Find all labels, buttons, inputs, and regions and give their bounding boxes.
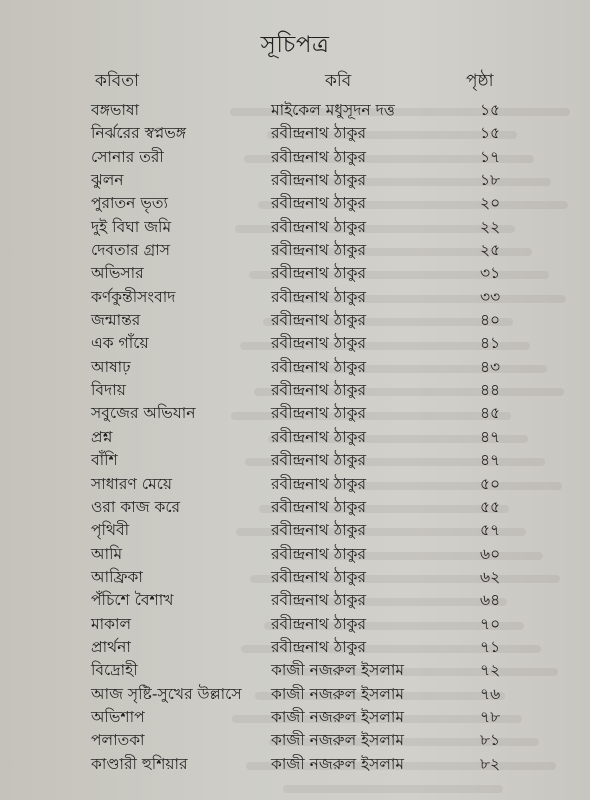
list-item (0, 753, 590, 776)
page-number: ৫০ (480, 474, 501, 493)
poem-title: আফ্রিকা (91, 567, 143, 586)
page-number: ৩১ (480, 264, 501, 283)
poet-name: রবীন্দ্রনাথ ঠাকুর (271, 497, 366, 516)
poet-name: রবীন্দ্রনাথ ঠাকুর (271, 521, 366, 540)
poet-name: রবীন্দ্রনাথ ঠাকুর (271, 544, 366, 563)
poet-name: কাজী নজরুল ইসলাম (271, 731, 405, 750)
poet-name: রবীন্দ্রনাথ ঠাকুর (271, 381, 366, 400)
page-number: ৭৬ (480, 684, 501, 703)
poem-title: আজ সৃষ্টি-সুখের উল্লাসে (91, 684, 242, 703)
poet-name: কাজী নজরুল ইসলাম (271, 707, 405, 726)
poet-name: রবীন্দ্রনাথ ঠাকুর (271, 357, 366, 376)
poet-name: রবীন্দ্রনাথ ঠাকুর (271, 124, 366, 143)
poem-title: দুই বিঘা জমি (91, 217, 172, 236)
list-item (0, 706, 590, 729)
list-item (0, 496, 590, 519)
poet-name: রবীন্দ্রনাথ ঠাকুর (271, 614, 366, 633)
poem-title: আমি (91, 544, 123, 563)
poem-title: পৃথিবী (91, 521, 130, 540)
poet-name: কাজী নজরুল ইসলাম (271, 754, 405, 773)
page-number: ৮২ (480, 754, 501, 773)
list-item (0, 216, 590, 239)
poet-name: রবীন্দ্রনাথ ঠাকুর (271, 567, 366, 586)
poem-title: সাধারণ মেয়ে (91, 474, 172, 493)
page-number: ৪১ (480, 334, 501, 353)
poem-title: কর্ণকুন্তীসংবাদ (91, 287, 176, 306)
list-item (0, 636, 590, 659)
poet-name: কাজী নজরুল ইসলাম (271, 661, 405, 680)
page-number: ২০ (480, 194, 501, 213)
page-number: ৬২ (480, 567, 501, 586)
list-item (0, 99, 590, 122)
list-item (0, 659, 590, 682)
list-item (0, 356, 590, 379)
poem-title: বিদায় (91, 381, 126, 400)
poem-title: কাণ্ডারী হুশিয়ার (91, 754, 188, 773)
page-number: ১৮ (480, 171, 501, 190)
page-number: ৬০ (480, 544, 501, 563)
poet-name: রবীন্দ্রনাথ ঠাকুর (271, 147, 366, 166)
poet-name: রবীন্দ্রনাথ ঠাকুর (271, 217, 366, 236)
poem-title: মাকাল (91, 614, 131, 633)
list-item (0, 543, 590, 566)
poet-name: রবীন্দ্রনাথ ঠাকুর (271, 404, 366, 423)
list-item (0, 286, 590, 309)
header-poet: কবি (325, 71, 352, 91)
page-number: ৪৭ (480, 451, 501, 470)
poem-title: বঙ্গভাষা (91, 101, 139, 119)
list-item (0, 239, 590, 262)
poem-title: পঁচিশে বৈশাখ (91, 591, 174, 610)
list-item (0, 146, 590, 169)
page-number: ৪৫ (480, 404, 501, 423)
list-item (0, 683, 590, 706)
page-number: ৪৭ (480, 427, 501, 446)
poet-name: রবীন্দ্রনাথ ঠাকুর (271, 311, 366, 330)
list-item (0, 613, 590, 636)
page-number: ১৫ (480, 101, 501, 119)
poem-title: প্রার্থনা (91, 637, 131, 656)
page-number: ২৫ (480, 241, 501, 260)
poet-name: রবীন্দ্রনাথ ঠাকুর (271, 451, 366, 470)
poet-name: রবীন্দ্রনাথ ঠাকুর (271, 334, 366, 353)
list-item (0, 589, 590, 612)
poet-name: রবীন্দ্রনাথ ঠাকুর (271, 241, 366, 260)
page-number: ৭৮ (480, 707, 501, 726)
list-item (0, 729, 590, 752)
poem-title: ওরা কাজ করে (91, 497, 181, 516)
list-item (0, 262, 590, 285)
page-number: ৭১ (480, 637, 501, 656)
poem-title: সবুজের অভিযান (91, 404, 196, 423)
table-header (0, 68, 590, 94)
poem-title: পলাতকা (91, 731, 145, 750)
page-number: ৪৩ (480, 357, 501, 376)
list-item (0, 122, 590, 145)
poet-name: রবীন্দ্রনাথ ঠাকুর (271, 194, 366, 213)
list-item (0, 449, 590, 472)
list-item (0, 169, 590, 192)
poem-title: নির্ঝরের স্বপ্নভঙ্গ (91, 124, 187, 143)
poet-name: রবীন্দ্রনাথ ঠাকুর (271, 474, 366, 493)
page-number: ৫৭ (480, 521, 501, 540)
page-title: সূচিপত্র (260, 32, 330, 58)
poem-title: পুরাতন ভৃত্য (91, 194, 169, 213)
poem-title: ঝুলন (91, 171, 124, 190)
page-number: ১৫ (480, 124, 501, 143)
poem-title: আষাঢ় (91, 357, 131, 376)
page-number: ৮১ (480, 731, 501, 750)
ghost-line (283, 785, 503, 793)
page-number: ৭০ (480, 614, 501, 633)
page-number: ১৭ (480, 147, 501, 166)
poem-title: অভিসার (91, 264, 144, 283)
header-poem: কবিতা (95, 71, 139, 91)
page-number: ২২ (480, 217, 501, 236)
poem-title: বিদ্রোহী (91, 661, 138, 680)
poem-title: অভিশাপ (91, 707, 145, 726)
list-item (0, 192, 590, 215)
poet-name: রবীন্দ্রনাথ ঠাকুর (271, 427, 366, 446)
poet-name: রবীন্দ্রনাথ ঠাকুর (271, 287, 366, 306)
poet-name: রবীন্দ্রনাথ ঠাকুর (271, 591, 366, 610)
page-number: ৬৪ (480, 591, 501, 610)
poem-title: সোনার তরী (91, 147, 164, 166)
poem-title: দেবতার গ্রাস (91, 241, 170, 260)
poem-title: বাঁশি (91, 451, 118, 470)
list-item (0, 426, 590, 449)
poet-name: রবীন্দ্রনাথ ঠাকুর (271, 264, 366, 283)
poet-name: রবীন্দ্রনাথ ঠাকুর (271, 171, 366, 190)
list-item (0, 519, 590, 542)
poet-name: কাজী নজরুল ইসলাম (271, 684, 405, 703)
contents-list (0, 99, 590, 776)
header-page: পৃষ্ঠা (466, 71, 494, 91)
page-number: ৫৫ (480, 497, 501, 516)
page-number: ৪৪ (480, 381, 501, 400)
list-item (0, 379, 590, 402)
list-item (0, 473, 590, 496)
list-item (0, 332, 590, 355)
list-item (0, 309, 590, 332)
poet-name: রবীন্দ্রনাথ ঠাকুর (271, 637, 366, 656)
page-number: ৩৩ (480, 287, 501, 306)
poet-name: মাইকেল মধুসূদন দত্ত (271, 101, 395, 119)
poem-title: জন্মান্তর (91, 311, 141, 330)
page-number: ৭২ (480, 661, 501, 680)
list-item (0, 402, 590, 425)
page-number: ৪০ (480, 311, 501, 330)
poem-title: এক গাঁয়ে (91, 334, 149, 353)
list-item (0, 566, 590, 589)
poem-title: প্রশ্ন (91, 427, 113, 446)
